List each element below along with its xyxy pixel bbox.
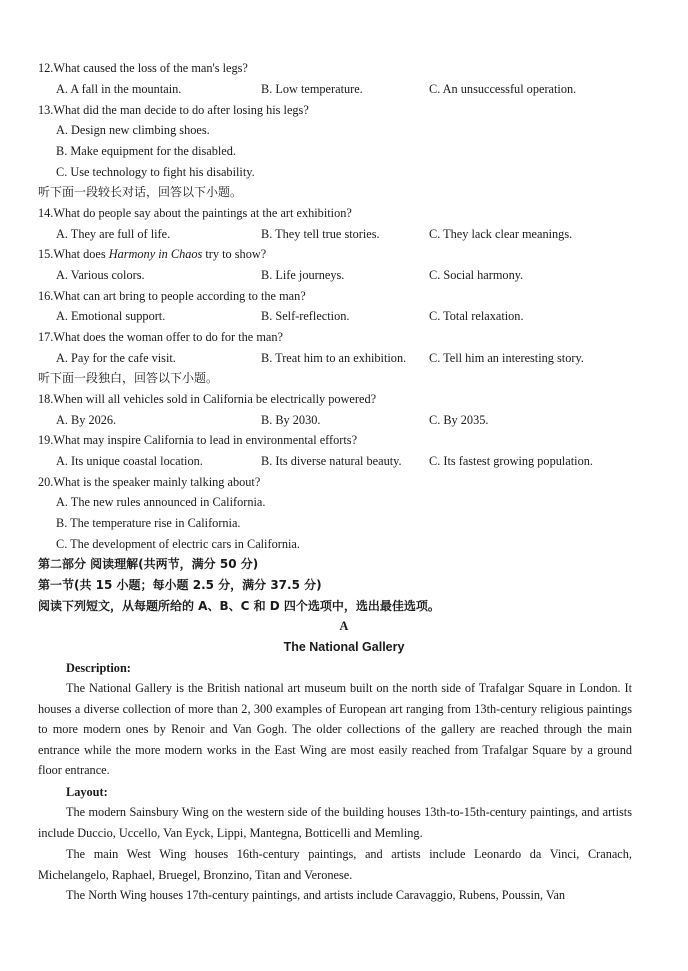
q17-option-c: C. Tell him an interesting story.: [429, 351, 584, 365]
q17-option-b: B. Treat him to an exhibition.: [261, 351, 407, 365]
question-18: 18.When will all vehicles sold in California be electrically powered?: [38, 392, 377, 406]
q18-option-c: C. By 2035.: [429, 413, 489, 427]
q15-option-b: B. Life journeys.: [261, 268, 345, 282]
q15-option-a: A. Various colors.: [56, 268, 145, 282]
q12-option-a: A. A fall in the mountain.: [56, 82, 182, 96]
q18-option-b: B. By 2030.: [261, 413, 321, 427]
q13-option-b: B. Make equipment for the disabled.: [56, 144, 236, 158]
q19-option-c: C. Its fastest growing population.: [429, 454, 593, 468]
q17-option-a: A. Pay for the cafe visit.: [56, 351, 176, 365]
passage-title: The National Gallery: [283, 640, 405, 654]
layout-paragraph-1: The modern Sainsbury Wing on the western side of the building houses 13th-to-15th-century paintings, and artists include Duccio, Uccello, Van Eyck, Lippi, Mantegna, Botticelli and Memling.: [38, 805, 632, 840]
listen-long-instruction: 听下面一段较长对话，回答以下小题。: [38, 185, 243, 199]
q16-option-a: A. Emotional support.: [56, 309, 166, 323]
q16-option-b: B. Self-reflection.: [261, 309, 350, 323]
q12-option-b: B. Low temperature.: [261, 82, 363, 96]
section-one-heading: 第一节(共 15 小题；每小题 2.5 分，满分 37.5 分): [38, 578, 322, 592]
q12-option-c: C. An unsuccessful operation.: [429, 82, 577, 96]
q15-suffix: try to show?: [202, 247, 267, 261]
listen-mono-instruction: 听下面一段独白，回答以下小题。: [38, 371, 219, 385]
layout-paragraph-2: The main West Wing houses 16th-century paintings, and artists include Leonardo da Vinci, Cranach, Michelangelo, Raphael, Bruegel, Bronzino, Titan and Veronese.: [38, 847, 632, 882]
q15-option-c: C. Social harmony.: [429, 268, 524, 282]
q13-option-c: C. Use technology to fight his disability.: [56, 165, 255, 179]
part-two-heading: 第二部分 阅读理解(共两节，满分 50 分): [38, 557, 259, 571]
question-19: 19.What may inspire California to lead in environmental efforts?: [38, 433, 358, 447]
q15-title-italic: Harmony in Chaos: [108, 247, 203, 261]
q20-option-b: B. The temperature rise in California.: [56, 516, 241, 530]
layout-paragraph-3: The North Wing houses 17th-century paintings, and artists include Caravaggio, Rubens, Poussin, Van: [66, 888, 566, 902]
q19-option-a: A. Its unique coastal location.: [56, 454, 203, 468]
q14-option-a: A. They are full of life.: [56, 227, 171, 241]
question-17: 17.What does the woman offer to do for the man?: [38, 330, 283, 344]
question-14: 14.What do people say about the paintings at the art exhibition?: [38, 206, 352, 220]
q14-option-c: C. They lack clear meanings.: [429, 227, 573, 241]
q18-option-a: A. By 2026.: [56, 413, 117, 427]
q19-option-b: B. Its diverse natural beauty.: [261, 454, 402, 468]
q16-option-c: C. Total relaxation.: [429, 309, 524, 323]
passage-letter: A: [339, 619, 349, 633]
description-heading: Description:: [66, 661, 131, 675]
reading-instruction: 阅读下列短文，从每题所给的 A、B、C 和 D 四个选项中，选出最佳选项。: [38, 599, 440, 613]
question-20: 20.What is the speaker mainly talking about?: [38, 475, 261, 489]
question-15: [38, 246, 266, 262]
q20-option-c: C. The development of electric cars in California.: [56, 537, 300, 551]
description-paragraph: The National Gallery is the British national art museum built on the north side of Trafalgar Square in London. It houses a diverse collection of more than 2, 300 examples of European art ranging from 13th-century religious paintings to more modern ones by Renoir and Van Gogh. The older collections of the gallery are reached through the main entrance while the more modern works in the East Wing are most easily reached from Trafalgar Square by a ground floor entrance.: [38, 681, 632, 778]
q15-prefix: 15.What does: [38, 247, 109, 261]
question-13: 13.What did the man decide to do after losing his legs?: [38, 103, 309, 117]
q14-option-b: B. They tell true stories.: [261, 227, 380, 241]
q20-option-a: A. The new rules announced in California.: [56, 495, 266, 509]
question-12: 12.What caused the loss of the man's legs?: [38, 61, 248, 75]
question-16: 16.What can art bring to people according to the man?: [38, 289, 306, 303]
q13-option-a: A. Design new climbing shoes.: [56, 123, 210, 137]
layout-heading: Layout:: [66, 785, 108, 799]
